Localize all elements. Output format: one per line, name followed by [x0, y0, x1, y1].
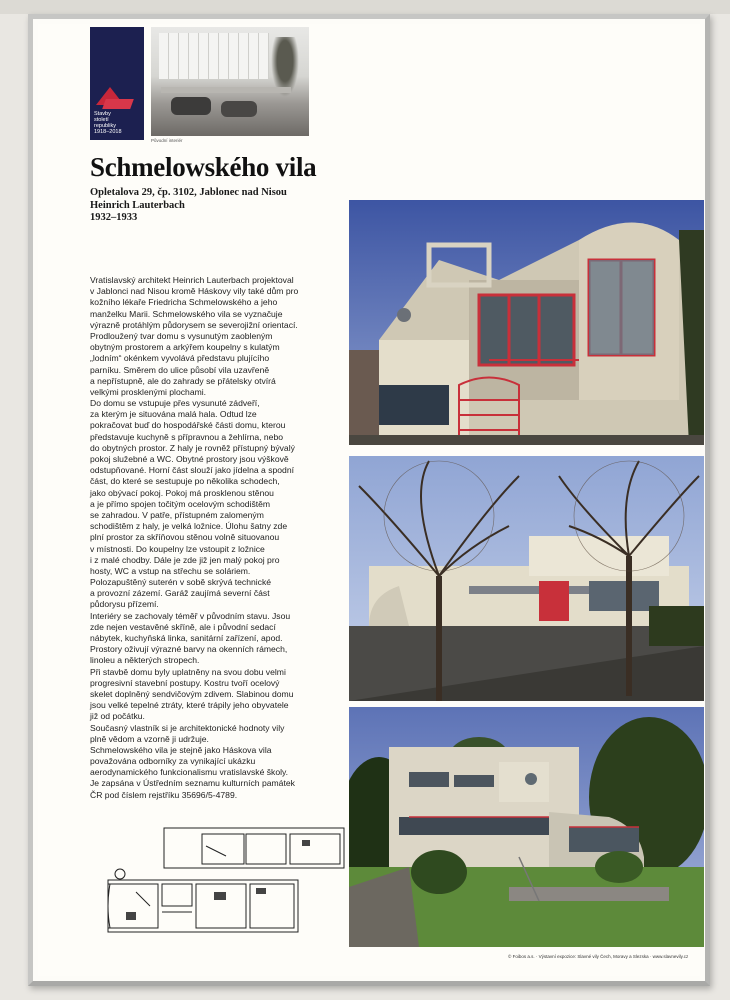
description-line: představuje kuchyně s přípravnou a žehlírna, nebo [90, 431, 284, 442]
description-line: „lodním“ okénkem vyvolává představu plujícího [90, 353, 270, 364]
description-line: ČR pod číslem rejstříku 35696/5-4789. [90, 789, 238, 800]
villa-meta [90, 187, 287, 225]
address: Opletalova 29, čp. 3102, Jablonec nad Nisou [90, 187, 287, 198]
description-line: velkými prosklenými plochami. [90, 386, 207, 397]
logo-line: Stavby [94, 111, 111, 117]
description-line: pokračovat buď do hospodářské části domu, kterou [90, 420, 286, 431]
description-line: obytným prostorem a arkýřem koupelny s kulatým [90, 342, 280, 353]
description-line: Schmelowského vila je stejně jako Háskova vila [90, 744, 272, 755]
villa-photo-trees [349, 456, 704, 701]
page-title: Schmelowského vila [90, 152, 317, 182]
description-line: Prostory oživují výrazné barvy na okenních rámech, [90, 644, 288, 655]
description-line: se zahradou. V patře, přístupném zalomeným [90, 509, 264, 520]
description-line: linoleu a některých stropech. [90, 655, 200, 666]
architect: Heinrich Lauterbach [90, 199, 185, 211]
description-line: jsou velké tepelné ztráty, které trápily jeho obyvatele [90, 700, 289, 711]
floor-plan-drawing [106, 826, 346, 936]
description-line: do obytných prostor. Z haly je rovněž přístupný bývalý [90, 442, 295, 453]
interior-chair [221, 101, 257, 117]
description-line: plní prostor za skříňovou stěnou volně situovanou [90, 532, 280, 543]
logo-stripe-icon [102, 99, 134, 109]
description-line: Současný vlastník si je architektonické hodnoty vily [90, 722, 285, 733]
logo-line: století [94, 117, 109, 123]
description-line: Je zapsána v Ústředním seznamu kulturních památek [90, 778, 295, 789]
description-line: Polozapuštěný suterén v sobě skrývá technické [90, 577, 272, 588]
description-line: Prodloužený tvar domu s vysunutým zaobleným [90, 330, 273, 341]
interior-window [159, 33, 269, 79]
villa-trees-image [349, 456, 704, 701]
description-line: odstupňované. Horní část slouží jako jídelna a spodní [90, 465, 294, 476]
description-line: již od počátku. [90, 711, 145, 722]
description-line: Vratislavský architekt Heinrich Lauterbach projektoval [90, 275, 294, 285]
logo-text [94, 111, 142, 135]
floor-plans [106, 826, 346, 936]
description-line: aerodynamického funkcionalismu vratislavské školy. [90, 767, 289, 778]
wall [0, 0, 730, 14]
description-line: Do domu se vstupuje přes vysunuté zádveří, [90, 398, 260, 409]
villa-photo-garden [349, 707, 704, 947]
interior-chair [171, 97, 211, 115]
interior-table [161, 87, 291, 93]
description-line: jako obývací pokoj. Pokoj má prosklenou stěnou [90, 487, 274, 498]
years: 1932–1933 [90, 212, 138, 223]
description-line: a nepřístupně, ale do zahrady se přátelsky otvírá [90, 375, 276, 386]
description-line: skelet doplněný sendvičovým zdivem. Slabinou domu [90, 688, 294, 699]
description-line: kožního lékaře Friedricha Schmelowského a jeho [90, 297, 278, 308]
description-line: hosty, WC a vstup na střechu se soláriem. [90, 565, 251, 576]
description-line: v Jablonci nad Nisou kromě Háskovy vily také dům pro [90, 286, 299, 297]
logo-line: 1918–2018 [94, 129, 122, 135]
description-line: pokoj služebné a WC. Obytné prostory jsou výškově [90, 454, 289, 464]
logo-line: republiky [94, 123, 117, 129]
description-line: nábytek, kuchyňská linka, sanitární zařízení, apod. [90, 633, 283, 643]
villa-photo-closeup [349, 200, 704, 445]
description-line: za kterým je situována malá hala. Odtud lze [90, 409, 257, 420]
description-line: Při stavbě domu byly uplatněny na svou dobu velmi [90, 666, 286, 677]
description-line: manželku Marii. Schmelowského vila se vyznačuje [90, 308, 283, 319]
villa-garden-image [349, 707, 704, 947]
interior-caption: Původní interiér [151, 138, 183, 143]
description-line: půdorysu přízemí. [90, 599, 159, 610]
description-line: a je přímo spojen točitým ocelovým schodištěm [90, 498, 271, 509]
description-line: výrazně protáhlým půdorysem se severojižní orientací. [90, 319, 298, 330]
description-line: schodištěm z haly, je velká ložnice. Úlohu šatny zde [90, 521, 288, 532]
description-line: a provozní zázemí. Garáž zaujímá severní část [90, 588, 270, 599]
description-line: považována odborníky za vynikající ukázku [90, 756, 256, 767]
description-line: i z malé chodby. Dále je zde již jen malý pokoj pro [90, 554, 280, 565]
exhibition-logo [90, 27, 144, 140]
description-line: Interiéry se zachovaly téměř v původním stavu. Jsou [90, 610, 291, 621]
description-line: progresivní stavební postupy. Kostru tvoří ocelový [90, 677, 280, 688]
description-line: část, do které se sestupuje po několika schodech, [90, 476, 280, 487]
description-text [90, 275, 350, 801]
description-line: zde nejen vestavěné skříně, ale i původní sedací [90, 621, 276, 632]
description-line: plně vědom a vzorně ji udržuje. [90, 733, 209, 744]
villa-closeup-image [349, 200, 704, 445]
interior-photo [151, 27, 309, 136]
poster-panel [38, 24, 700, 976]
footer-credit: © Foibos a.s. · Výstavní expozice: Slavné vily Čech, Moravy a Slezska · www.slavnevily.cz [508, 954, 689, 959]
description-line: v místnosti. Do koupelny lze vstoupit z ložnice [90, 543, 265, 554]
poster-frame [28, 14, 710, 986]
description-line: parníku. Směrem do ulice působí vila uzavřeně [90, 364, 270, 375]
